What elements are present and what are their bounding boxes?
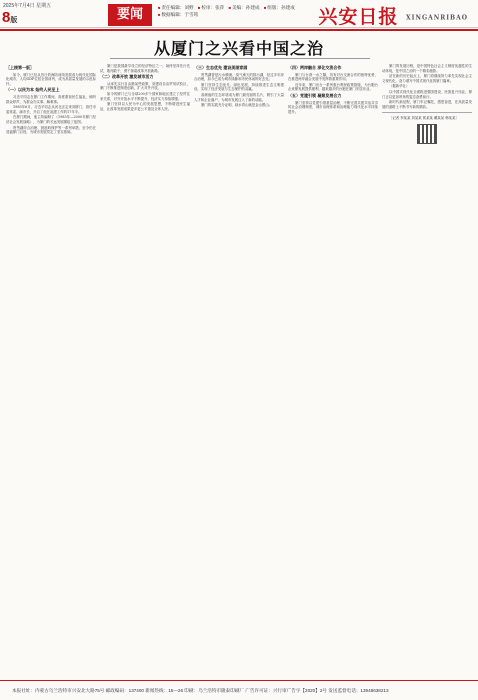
paragraph: 筼筜湖综合治理、鼓浪屿保护等一系列举措，至今仍在造福厦门百姓，为城市发展奠定了坚实基础。 [6,125,96,135]
page-header [0,0,478,28]
subsection-heading: （三）生态优先 建设美丽家园 [194,65,248,70]
credit-item: ■ 数据编辑：于雪筠 [158,11,198,18]
paragraph: 习近平同志在厦门工作期间，高度重视民生福祉，倾听群众呼声，为群众办实事、解难事。 [6,94,96,104]
paragraph: 如今的厦门已与全球200多个国家和地区建立了经贸往来关系，对外开放水平不断提升，经济实力持续增强。 [100,91,190,101]
credit-item: ■ 校审：张萍 [198,4,224,11]
column-1 [6,64,96,676]
qr-code-icon [417,124,437,144]
subsection-heading: （五）党建引领 凝聚发展合力 [288,92,342,98]
section-label: 要闻 [108,4,152,26]
paragraph: 厦门坚持以人民为中心的发展思想，不断增进民生福祉，让改革发展成果更多更公平惠及全体人民。 [100,102,190,111]
reporter-credit: ［记者 李某某 刘某某 郭某某 戴某某 韩某某］ [389,116,459,121]
header-divider [0,29,478,31]
article-body [6,64,472,676]
paragraph: 1985年6月，习近平同志从河北正定来到厦门，担任市委常委、副市长，开启了他在福建工作的17年半。 [6,105,96,114]
subsection-heading: （四）两岸融合 深化交流合作 [288,65,342,70]
paragraph: 高颜值的生态环境成为厦门最亮丽的名片，吸引了大量人才和企业落户，为城市发展注入了新的动能。 [194,92,284,102]
column-3 [194,64,284,676]
headline-underline [110,58,370,59]
paragraph: 筼筜湖曾是污水横流、臭气熏天的排污湖，经过多年综合治理，如今已成为城市绿肺和市民休闲的好去处。 [194,72,284,82]
credit-item: ■ 美编：孙建成 [229,4,260,11]
paragraph: 厦门的发展历程，是中国特色社会主义制度优越性的生动体现，是中国之治的一个精彩缩影。 [382,64,472,73]
intro-head: ［上接第一版］ [6,65,34,70]
paragraph: 如今，厦门已经从昔日的海防前线发展成为现代化国际化城市，人均GDP位居全国前列，成为高质量发展的示范标杆。 [6,72,96,86]
paragraph: 厦门坚持以党建引领基层治理，不断完善共建共治共享的社会治理制度，城市治理体系和治理能力现代化水平持续提升。 [288,100,378,114]
issue-date: 2025年7月4日 星期五 [3,3,52,9]
newspaper-masthead: 兴安日报 XINGANRIBAO [318,6,468,28]
paragraph: 以中国式现代化全面推进强国建设、民族复兴伟业，厦门正以更加昂扬的姿态奋勇前行。 [382,89,472,99]
credit-item: ■ 责任编辑：刘野 [158,4,194,11]
paragraph: 在厦门期间，他主持编制了《1985年—2000年厦门经济社会发展战略》，为厦门的长远发展描绘了蓝图。 [6,115,96,124]
column-2 [100,64,190,676]
paragraph: 厦门是我国最早设立的经济特区之一，始终坚持先行先试，敢闯敢干，勇于探索改革开放新路。 [100,64,190,73]
credit-item: ■ 组版：孙建成 [264,4,295,11]
paragraph: 厦门的实践充分证明，绿水青山就是金山银山。 [201,103,273,108]
column-rule [382,112,472,113]
page-number: 8版 [2,9,18,26]
paragraph: 从率先实行自由港某些政策，到建设自由贸易试验区，厦门不断推进制度创新，扩大对外开放。 [100,81,190,91]
subsection-heading: （二）改革开放 激发城市活力 [100,74,154,80]
paragraph: 站在新的历史起点上，厦门将继续努力率先实现社会主义现代化，奋力谱写中国式现代化的厦门篇章。 [382,74,472,83]
editor-credits [158,4,328,18]
paragraph: 新时代新征程，厦门牢记嘱托，感恩奋进，在高质量发展的道路上不断书写新的精彩。 [382,100,472,109]
column-5 [382,64,472,676]
column-4 [288,64,378,676]
paragraph: 近年来，厦门出台一系列惠台利民政策措施，为台胞台企来厦发展提供便利，越来越多的台胞在厦门安居乐业。 [288,82,378,92]
subsection-heading: （一）以民为本 始终人民至上 [6,87,60,93]
article-headline: 从厦门之兴看中国之治 [153,39,324,58]
paragraph: （据新华社） [389,84,410,89]
page-footer: 本报社址：内蒙古乌兰浩特市兴安北大路75号 邮政编码：137400 新闻热线：15—26 印刷：乌兰浩特市隆泰印刷厂 广告许可证：兴行审广告字【2020】2号 发送监督电话：13948638213 [0,680,478,700]
paragraph: 厦门坚持生态优先、绿色发展，持续推进生态文明建设，实现了经济发展与生态保护的双赢。 [194,82,284,92]
paragraph: 厦门与台湾一水之隔，具有对台交流合作的独特优势，在推进两岸融合发展中发挥着重要作用。 [288,72,378,82]
